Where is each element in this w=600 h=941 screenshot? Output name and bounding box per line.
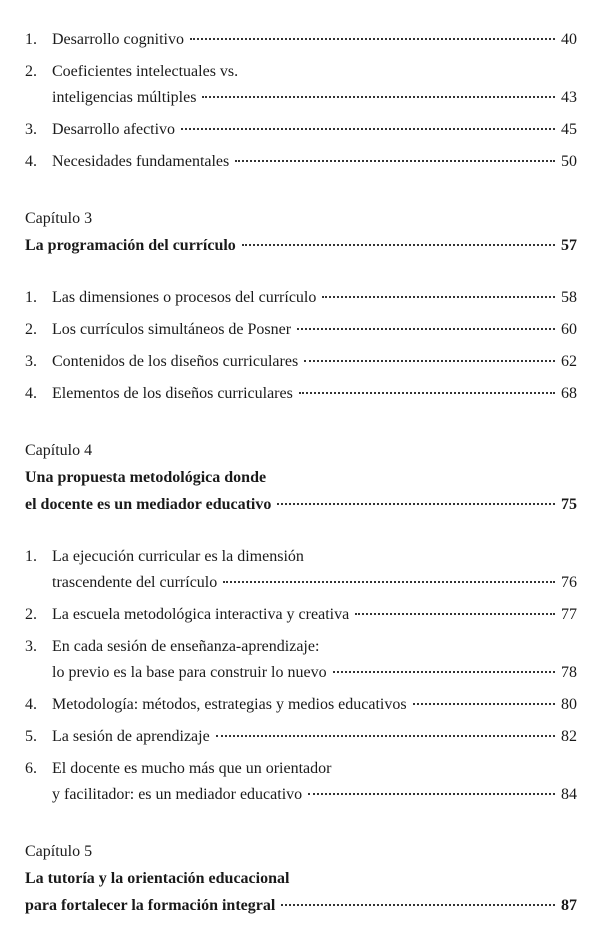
entry-text: La sesión de aprendizaje <box>52 728 210 745</box>
entry-text: La tutoría y la orientación educacional <box>25 870 290 887</box>
entry-line <box>25 544 577 570</box>
entry-text: Los currículos simultáneos de Posner <box>52 321 292 338</box>
entry-text: Desarrollo cognitivo <box>52 31 184 48</box>
entry-text: La escuela metodológica interactiva y creativa <box>52 606 350 623</box>
chapter-title <box>25 232 577 259</box>
entry-line <box>25 692 577 718</box>
page-number: 60 <box>561 321 577 338</box>
entry-number: 3. <box>25 353 37 370</box>
entry-number: 2. <box>25 63 37 80</box>
entry-line <box>25 491 577 518</box>
entry-line <box>25 865 577 892</box>
entry-line <box>25 149 577 175</box>
toc-entry <box>25 544 577 596</box>
toc-entry <box>25 692 577 718</box>
page-number: 68 <box>561 385 577 402</box>
toc-entry <box>25 381 577 407</box>
entry-number: 4. <box>25 696 37 713</box>
dot-leader <box>216 735 555 737</box>
chapter-items <box>25 544 577 808</box>
entry-text: Necesidades fundamentales <box>52 153 230 170</box>
toc-entry <box>25 317 577 343</box>
page-number: 77 <box>561 606 577 623</box>
dot-leader <box>297 328 555 330</box>
entry-number: 4. <box>25 385 37 402</box>
toc-entry <box>25 285 577 311</box>
entry-text: Contenidos de los diseños curriculares <box>52 353 299 370</box>
dot-leader <box>277 503 555 505</box>
page-number: 40 <box>561 31 577 48</box>
chapter-title <box>25 464 577 518</box>
entry-line <box>25 756 577 782</box>
toc-entry <box>25 149 577 175</box>
dot-leader <box>202 96 555 98</box>
entry-number: 4. <box>25 153 37 170</box>
chapter-label: Capítulo 5 <box>25 843 93 860</box>
dot-leader <box>235 160 555 162</box>
entry-text: En cada sesión de enseñanza-aprendizaje: <box>52 638 320 655</box>
entry-number: 3. <box>25 638 37 655</box>
entry-text: Coeficientes intelectuales vs. <box>52 63 239 80</box>
dot-leader <box>281 904 555 906</box>
table-of-contents <box>25 27 577 919</box>
toc-entry <box>25 634 577 686</box>
dot-leader <box>299 392 555 394</box>
page-number: 76 <box>561 574 577 591</box>
page-number: 80 <box>561 696 577 713</box>
page-number: 62 <box>561 353 577 370</box>
page-number: 50 <box>561 153 577 170</box>
dot-leader <box>333 671 555 673</box>
toc-entry <box>25 724 577 750</box>
dot-leader <box>308 793 555 795</box>
entry-line <box>25 464 577 491</box>
entry-line <box>25 232 577 259</box>
dot-leader <box>413 703 555 705</box>
dot-leader <box>242 244 555 246</box>
entry-text: y facilitador: es un mediador educativo <box>52 786 303 803</box>
entry-line <box>25 724 577 750</box>
entry-line <box>25 782 577 808</box>
intro-list <box>25 27 577 175</box>
entry-number: 1. <box>25 548 37 565</box>
chapter-title <box>25 865 577 919</box>
page-number: 84 <box>561 786 577 803</box>
entry-number: 1. <box>25 31 37 48</box>
entry-text: lo previo es la base para construir lo nuevo <box>52 664 327 681</box>
entry-text: el docente es un mediador educativo <box>25 496 272 513</box>
chapter-label: Capítulo 3 <box>25 210 93 227</box>
entry-number: 2. <box>25 606 37 623</box>
toc-entry <box>25 756 577 808</box>
page-number: 45 <box>561 121 577 138</box>
entry-text: Una propuesta metodológica donde <box>25 469 267 486</box>
entry-line <box>25 117 577 143</box>
toc-entry <box>25 602 577 628</box>
entry-text: Metodología: métodos, estrategias y medios educativos <box>52 696 407 713</box>
dot-leader <box>181 128 555 130</box>
dot-leader <box>355 613 555 615</box>
entry-line <box>25 570 577 596</box>
entry-number: 6. <box>25 760 37 777</box>
page-number: 78 <box>561 664 577 681</box>
entry-number: 3. <box>25 121 37 138</box>
toc-entry <box>25 59 577 111</box>
entry-line <box>25 285 577 311</box>
entry-line <box>25 634 577 660</box>
toc-entry <box>25 117 577 143</box>
entry-text: La programación del currículo <box>25 237 236 254</box>
page-number: 57 <box>561 237 577 254</box>
entry-line <box>25 85 577 111</box>
entry-text: Elementos de los diseños curriculares <box>52 385 293 402</box>
chapter-section <box>25 839 577 919</box>
entry-line <box>25 27 577 53</box>
entry-line <box>25 892 577 919</box>
dot-leader <box>304 360 555 362</box>
entry-text: La ejecución curricular es la dimensión <box>52 548 304 565</box>
entry-number: 1. <box>25 289 37 306</box>
dot-leader <box>190 38 555 40</box>
chapter-label: Capítulo 4 <box>25 442 93 459</box>
page-number: 58 <box>561 289 577 306</box>
entry-text: para fortalecer la formación integral <box>25 897 276 914</box>
entry-line <box>25 59 577 85</box>
entry-line <box>25 381 577 407</box>
entry-line <box>25 660 577 686</box>
page-number: 43 <box>561 89 577 106</box>
entry-text: trascendente del currículo <box>52 574 218 591</box>
entry-number: 2. <box>25 321 37 338</box>
dot-leader <box>223 581 555 583</box>
entry-line <box>25 317 577 343</box>
entry-number: 5. <box>25 728 37 745</box>
chapter-section <box>25 438 577 808</box>
dot-leader <box>322 296 555 298</box>
page-number: 87 <box>561 897 577 914</box>
entry-text: Las dimensiones o procesos del currículo <box>52 289 317 306</box>
entry-text: El docente es mucho más que un orientador <box>52 760 332 777</box>
toc-entry <box>25 27 577 53</box>
toc-entry <box>25 349 577 375</box>
entry-line <box>25 349 577 375</box>
entry-text: inteligencias múltiples <box>52 89 197 106</box>
entry-line <box>25 602 577 628</box>
page-number: 75 <box>561 496 577 513</box>
page-number: 82 <box>561 728 577 745</box>
chapter-section <box>25 206 577 407</box>
entry-text: Desarrollo afectivo <box>52 121 176 138</box>
chapter-items <box>25 285 577 407</box>
